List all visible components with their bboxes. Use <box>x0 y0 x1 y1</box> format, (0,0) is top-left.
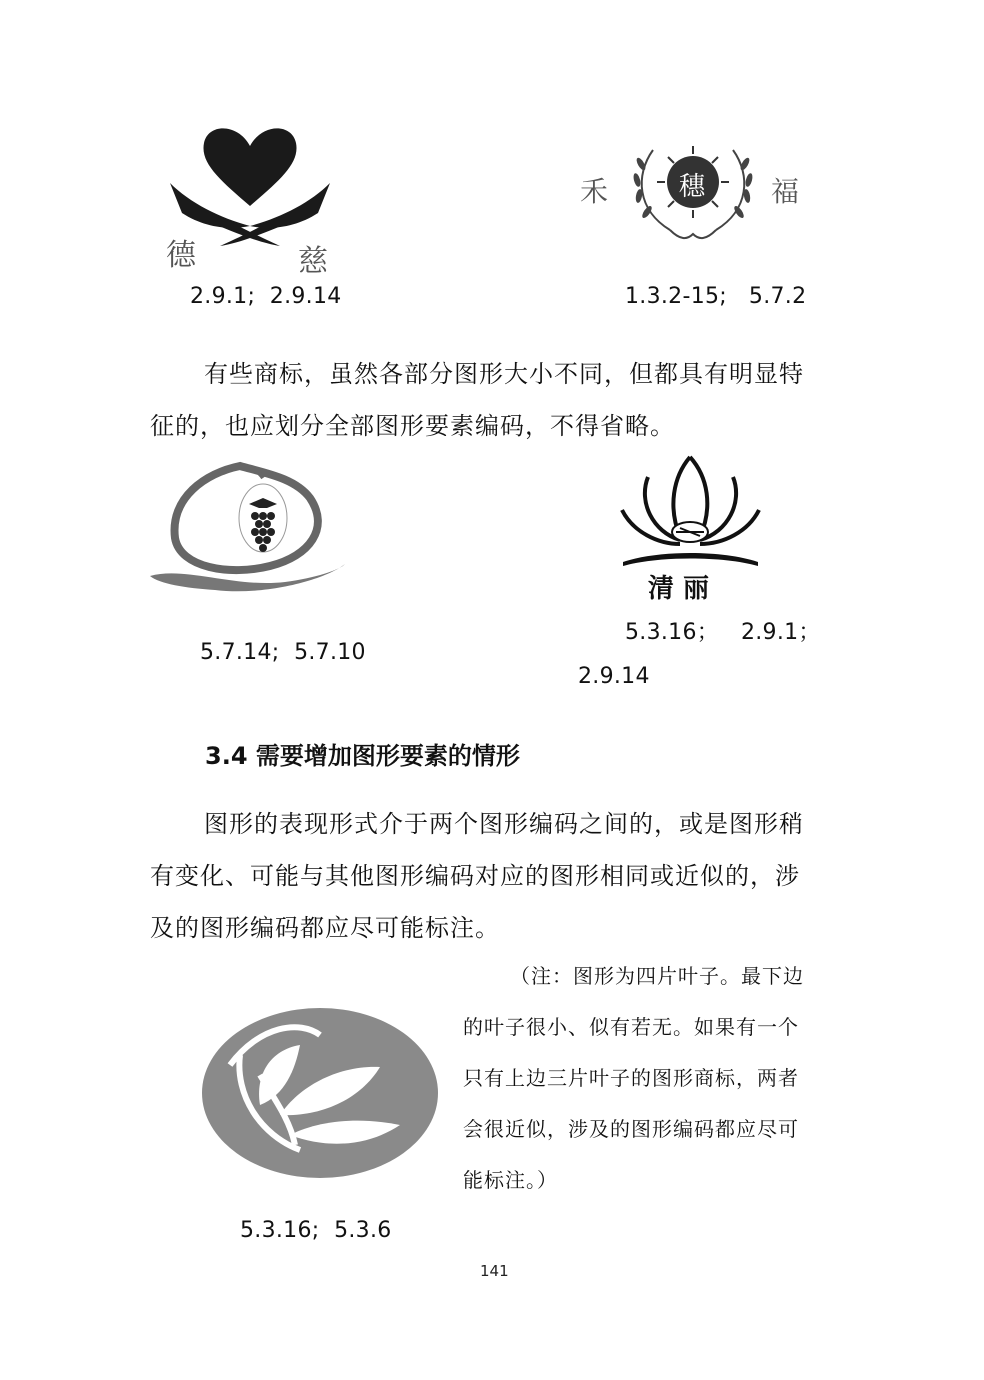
logo-text-right: 福 <box>771 175 800 208</box>
logo-codes: 5.7.14; 5.7.10 <box>200 640 366 665</box>
peach-grape-icon <box>145 458 355 598</box>
page-number: 141 <box>480 1262 509 1280</box>
logo-text-left: 德 <box>166 238 196 273</box>
note-line: 能标注。） <box>463 1168 558 1192</box>
paragraph-line: 有些商标，虽然各部分图形大小不同，但都具有明显特 <box>204 360 804 388</box>
paragraph-line: 征的，也应划分全部图形要素编码，不得省略。 <box>150 412 675 440</box>
note-line: 会很近似，涉及的图形编码都应尽可 <box>463 1117 799 1141</box>
logo-codes: 2.9.1; 2.9.14 <box>190 284 342 309</box>
section-heading: 3.4 需要增加图形要素的情形 <box>205 742 520 770</box>
logo-text-center: 穗 <box>679 172 706 202</box>
logo-codes: 2.9.14 <box>578 664 650 689</box>
lotus-handshake-icon <box>618 452 763 567</box>
note-line: 的叶子很小、似有若无。如果有一个 <box>463 1015 799 1039</box>
logo-codes: 5.3.16; 5.3.6 <box>240 1218 392 1243</box>
logo-codes: 5.3.16； 2.9.1； <box>625 620 821 645</box>
logo-sun-wreath <box>575 130 815 255</box>
paragraph-line: 有变化、可能与其他图形编码对应的图形相同或近似的，涉 <box>150 862 800 890</box>
note-line: （注：图形为四片叶子。最下边 <box>510 964 804 988</box>
logo-lotus-handshake <box>618 452 763 604</box>
paragraph-line: 及的图形编码都应尽可能标注。 <box>150 914 500 942</box>
logo-heart-hands <box>160 118 340 278</box>
logo-peach-grapes <box>145 458 355 598</box>
logo-text-right: 慈 <box>298 244 328 279</box>
leaves-oval-icon <box>200 1005 440 1180</box>
logo-text-left: 禾 <box>580 175 609 208</box>
logo-codes: 1.3.2-15; 5.7.2 <box>625 284 807 309</box>
logo-leaves-oval <box>200 1005 440 1180</box>
note-line: 只有上边三片叶子的图形商标，两者 <box>463 1066 799 1090</box>
paragraph-line: 图形的表现形式介于两个图形编码之间的，或是图形稍 <box>204 810 804 838</box>
logo-text: 清 丽 <box>648 574 710 604</box>
